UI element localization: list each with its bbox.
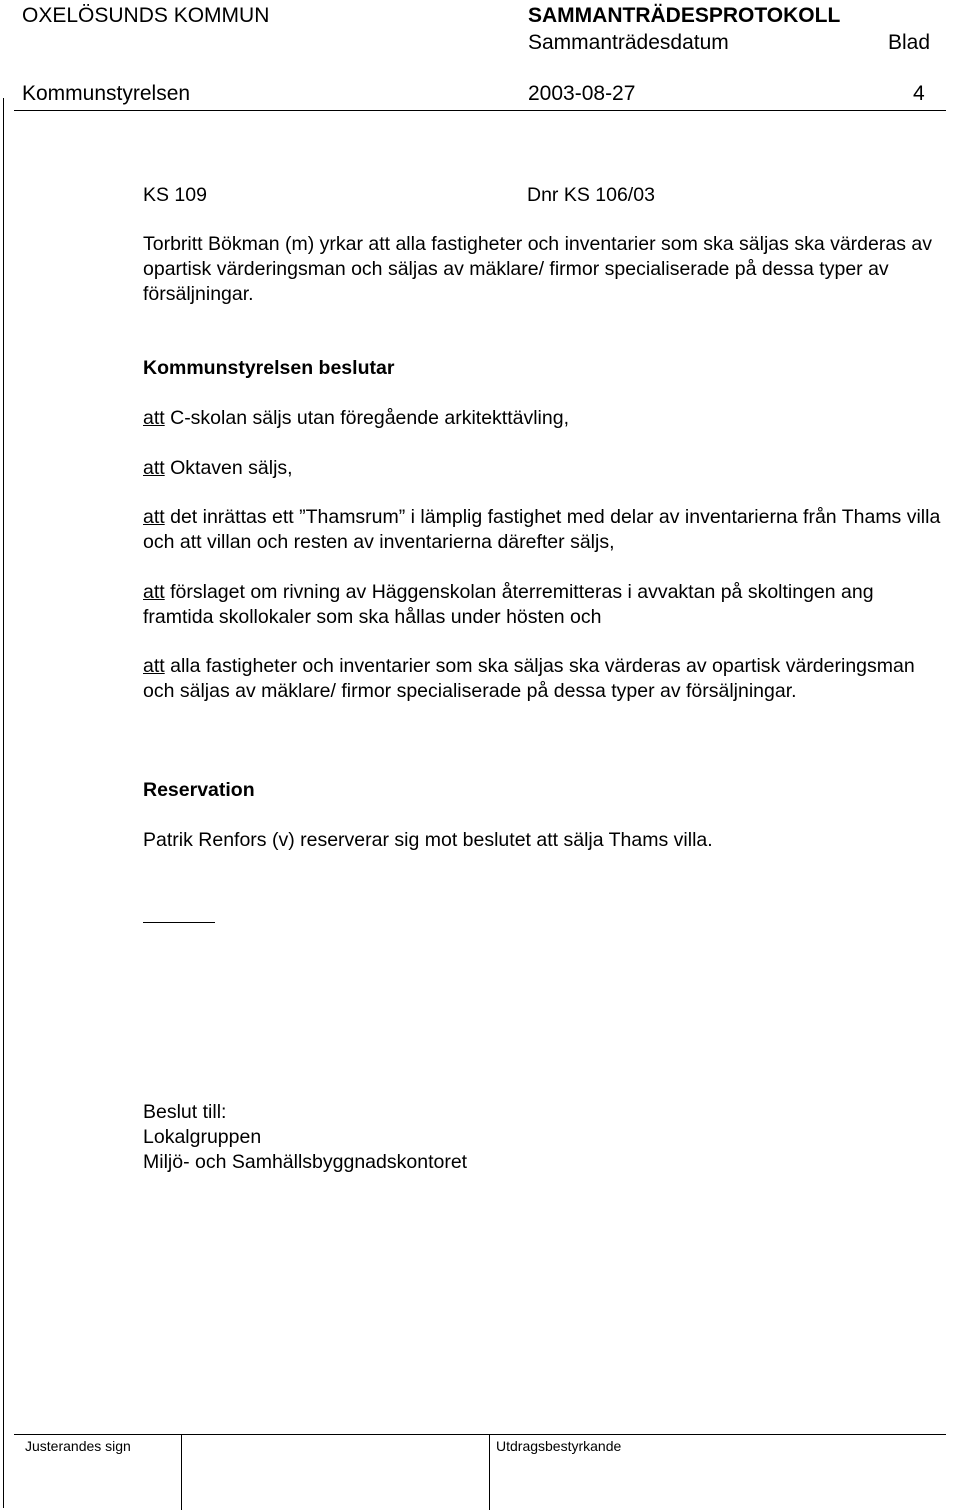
att-keyword: att	[143, 407, 165, 429]
meeting-date-label: Sammanträdesdatum	[528, 31, 729, 54]
decision-clause-2	[143, 456, 943, 481]
extract-certification-label: Utdragsbestyrkande	[496, 1438, 622, 1454]
distribution-recipient: Miljö- och Samhällsbyggnadskontoret	[143, 1151, 468, 1173]
meeting-date: 2003-08-27	[528, 82, 636, 105]
distribution-recipient: Lokalgruppen	[143, 1126, 262, 1148]
item-number: KS 109	[143, 184, 207, 206]
att-keyword: att	[143, 457, 165, 479]
municipality-name: OXELÖSUNDS KOMMUN	[22, 4, 270, 27]
att-keyword: att	[143, 655, 165, 677]
footer-divider-left	[181, 1434, 182, 1510]
reservation-text: Patrik Renfors (v) reserverar sig mot beslutet att sälja Thams villa.	[143, 829, 713, 851]
distribution-label: Beslut till:	[143, 1101, 227, 1123]
clause-text: alla fastigheter och inventarier som ska säljas ska värderas av opartisk värderingsman och säljas av mäklare/ firmor specialiserade på dessa typer av försäljningar.	[143, 655, 915, 702]
footer-divider-right	[489, 1434, 490, 1510]
decision-clause-4	[143, 580, 943, 630]
document-type: SAMMANTRÄDESPROTOKOLL	[528, 4, 841, 27]
motion-paragraph: Torbritt Bökman (m) yrkar att alla fastigheter och inventarier som ska säljas ska värderas av opartisk värderingsman och säljas av mäklare/ firmor specialiserade på dessa typer av försäljningar.	[143, 233, 932, 305]
page-label: Blad	[888, 31, 931, 54]
page-number: 4	[913, 82, 925, 105]
section-separator	[143, 922, 215, 923]
att-keyword: att	[143, 506, 165, 528]
att-keyword: att	[143, 581, 165, 603]
clause-text: förslaget om rivning av Häggenskolan återremitteras i avvaktan på skoltingen ang framtida skollokaler som ska hållas under hösten och	[143, 581, 874, 628]
decision-clause-1	[143, 406, 943, 431]
committee-name: Kommunstyrelsen	[22, 82, 191, 105]
decision-heading: Kommunstyrelsen beslutar	[143, 357, 395, 379]
reservation-heading: Reservation	[143, 779, 255, 801]
header-rule	[14, 110, 946, 111]
clause-text: det inrättas ett ”Thamsrum” i lämplig fastighet med delar av inventarierna från Thams villa och att villan och resten av inventarierna därefter säljs,	[143, 506, 941, 553]
case-number: Dnr KS 106/03	[527, 184, 655, 206]
decision-clause-5	[143, 654, 943, 704]
clause-text: Oktaven säljs,	[170, 457, 293, 479]
left-margin-line	[3, 98, 4, 1508]
sign-label: Justerandes sign	[25, 1438, 131, 1454]
clause-text: C-skolan säljs utan föregående arkitekttävling,	[170, 407, 569, 429]
footer-rule	[14, 1434, 946, 1435]
decision-clause-3	[143, 505, 943, 555]
